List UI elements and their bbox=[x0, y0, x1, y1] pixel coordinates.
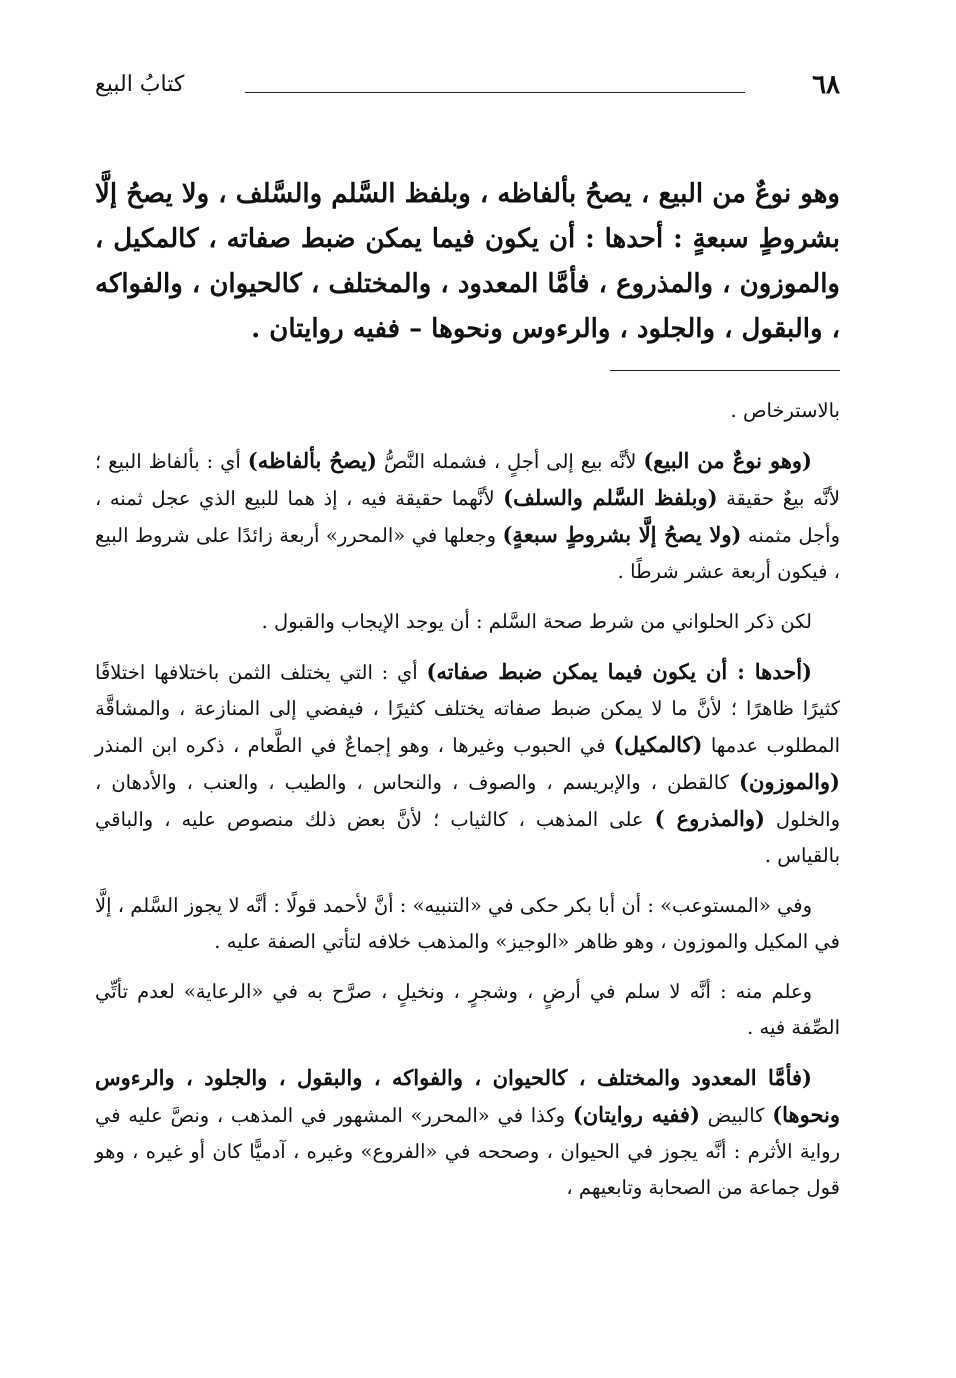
quoted-text: (فأمَّا المعدود والمختلف ، كالحيوان ، والفواكه ، والبقول ، والجلود ، والرءوس ونحوها) bbox=[95, 1065, 840, 1127]
page-header bbox=[95, 70, 840, 110]
commentary-paragraph: وعلم منه : أنَّه لا سلم في أرضٍ ، وشجرٍ ، ونخيلٍ ، صرَّح به في «الرعاية» لعدم تأتِّي الصِّفة فيه . bbox=[95, 980, 840, 1039]
quoted-text: (وبلفظ السَّلم والسلف) bbox=[503, 485, 718, 510]
quoted-text: (وهو نوعٌ من البيع) bbox=[643, 448, 812, 473]
commentary-paragraph: وفي «المستوعب» : أن أبا بكر حكى في «التنبيه» : أنَّ لأحمد قولًا : أنَّه لا يجوز السَّلم ، إلَّا في المكيل والموزون ، وهو ظاهر «الوجيز» والمذهب خلافه لتأتي الصفة عليه . bbox=[95, 894, 840, 953]
commentary-paragraph: (أحدها : أن يكون فيما يمكن ضبط صفاته) أي : التي يختلف الثمن باختلافها اختلافًا كثيرًا ظاهرًا ؛ لأنَّ ما لا يمكن ضبط صفاته يختلف كثيرًا ، فيفضي إلى المنازعة ، والمشاقَّة المطلوب عدمها (كالمكيل) في الحبوب وغيرها ، وهو إجماعٌ في الطَّعام ، ذكره ابن المنذر (والموزون) كالقطن ، والإبريسم ، والصوف ، والنحاس ، والطيب ، والعنب ، والأدهان ، والخلول (والمذروع ) على المذهب ، كالثياب ؛ لأنَّ بعض ذلك منصوص عليه ، والباقي بالقياس . bbox=[95, 659, 840, 867]
quoted-text: (كالمكيل) bbox=[613, 732, 703, 757]
book-title: كتابُ البيع bbox=[95, 72, 185, 97]
quoted-text: (يصحُ بألفاظه) bbox=[247, 448, 377, 473]
commentary-paragraph: (فأمَّا المعدود والمختلف ، كالحيوان ، والفواكه ، والبقول ، والجلود ، والرءوس ونحوها) كالبيض (ففيه روايتان) وكذا في «المحرر» المشهور في المذهب ، ونصَّ عليه في رواية الأثرم : أنَّه يجوز في الحيوان ، وصححه في «الفروع» وغيره ، آدميًّا كان أو غيره ، وهو قول جماعة من الصحابة وتابعيهم ، bbox=[95, 1065, 840, 1199]
main-text: وهو نوعٌ من البيع ، يصحُ بألفاظه ، وبلفظ السَّلم والسَّلف ، ولا يصحُ إلَّا بشروطٍ سبعةٍ : أحدها : أن يكون فيما يمكن ضبط صفاته ، كالمكيل ، والموزون ، والمذروع ، فأمَّا المعدود ، والمختلف ، كالحيوان ، والفواكه ، والبقول ، والجلود ، والرءوس ونحوها – ففيه روايتان . bbox=[95, 179, 840, 344]
commentary-paragraph: لكن ذكر الحلواني من شرط صحة السَّلم : أن يوجد الإيجاب والقبول . bbox=[261, 610, 812, 633]
quoted-text: (والموزون) bbox=[739, 769, 840, 794]
page-number: ٦٨ bbox=[812, 70, 840, 100]
commentary-paragraph: بالاسترخاص . bbox=[730, 399, 840, 422]
quoted-text: (ففيه روايتان) bbox=[572, 1102, 700, 1127]
quoted-text: (أحدها : أن يكون فيما يمكن ضبط صفاته) bbox=[426, 659, 812, 684]
header-rule bbox=[245, 92, 745, 93]
quoted-text: (والمذروع ) bbox=[654, 806, 765, 831]
quoted-text: (ولا يصحُ إلَّا بشروطٍ سبعةٍ) bbox=[502, 522, 742, 547]
footnote-divider bbox=[610, 370, 840, 371]
commentary-paragraph: (وهو نوعٌ من البيع) لأنَّه بيع إلى أجلٍ ، فشمله النَّصُّ (يصحُ بألفاظه) أي : بألفاظ البيع ؛ لأنَّه بيعٌ حقيقة (وبلفظ السَّلم والسلف) لأنَّهما حقيقة فيه ، إذ هما للبيع الذي عجل ثمنه ، وأجل مثمنه (ولا يصحُ إلَّا بشروطٍ سبعةٍ) وجعلها في «المحرر» أربعة زائدًا على شروط البيع ، فيكون أربعة عشر شرطًا . bbox=[95, 448, 840, 583]
commentary bbox=[95, 393, 840, 1206]
book-page bbox=[95, 70, 840, 1220]
